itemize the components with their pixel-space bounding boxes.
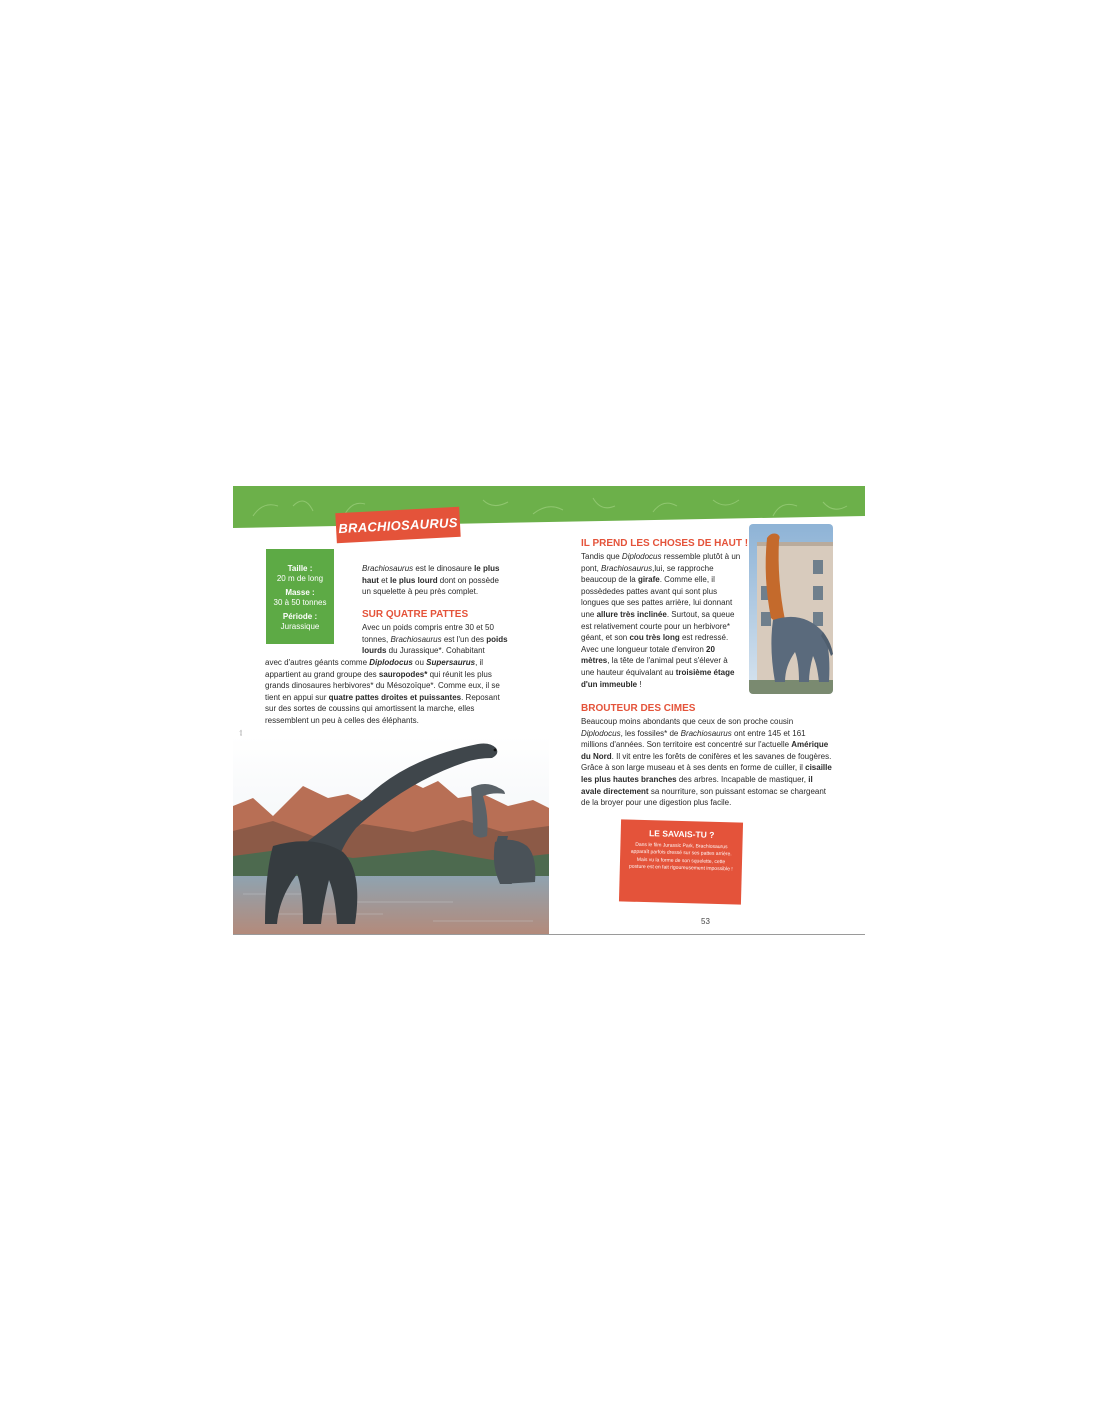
page-number: 53 — [701, 917, 710, 926]
intro-paragraph: Brachiosaurus est le dinosaure le plus haut et le plus lourd dont on possède un squelette à peu près complet. — [362, 564, 500, 597]
header-banner — [233, 486, 865, 528]
fact-value-size: 20 m de long — [276, 574, 324, 583]
fact-label-mass: Masse : — [285, 588, 315, 597]
page-title: BRACHIOSAURUS — [337, 514, 459, 536]
fact-value-period: Jurassique — [280, 622, 320, 631]
section-heading-choses-de-haut: IL PREND LES CHOSES DE HAUT ! — [581, 538, 749, 549]
section3-paragraph: Beaucoup moins abondants que ceux de son proche cousin Diplodocus, les fossiles* de Brachiosaurus ont entre 145 et 161 millions d'années. Son territoire est concentré sur l'actuelle Amérique du Nord. Il vit entre les forêts de conifères et les savanes de fougères. Grâce à son large museau et à ses dents en forme de cuiller, il cisaille les plus hautes branches des arbres. Incapable de mastiquer, il avale directement sa nourriture, son puissant estomac se chargeant de la broyer pour une digestion plus facile. — [581, 717, 832, 808]
section-heading-quatre-pattes: SUR QUATRE PATTES — [362, 609, 469, 620]
bottom-rule — [233, 934, 865, 935]
section2-paragraph: Tandis que Diplodocus ressemble plutôt à un pont, Brachiosaurus,lui, se rapproche beaucoup de la girafe. Comme elle, il possèdedes pattes avant qui sont plus longues que ses pattes arrière, lui donnant une allure très inclinée. Surtout, sa queue est relativement courte pour un herbivore* géant, et son cou très long est redressé. Avec une longueur totale d'environ 20 mètres, la tête de l'animal peut s'élever à une hauteur équivalant au troisième étage d'un immeuble ! — [581, 552, 741, 689]
did-you-know-body: Dans le film Jurassic Park, Brachiosaurus apparaît parfois dressé sur ses pattes arrière. Mais vu la forme de son squelette, cette posture est en fait rigoureusement impossible ! — [628, 841, 733, 873]
section-heading-brouteur: BROUTEUR DES CIMES — [581, 703, 696, 714]
fact-label-period: Période : — [282, 612, 318, 621]
brachiosaurus-lake-illustration — [233, 736, 549, 935]
brachiosaurus-building-illustration — [749, 524, 833, 694]
did-you-know-box — [619, 819, 743, 904]
book-spread — [233, 486, 865, 935]
fact-label-size: Taille : — [287, 564, 313, 573]
facts-box — [266, 549, 334, 644]
section1-paragraph-b: avec d'autres géants comme Diplodocus ou Supersaurus, il appartient au grand groupe des sauropodes* qui réunit les plus grands dinosaures herbivores* du Mésozoïque*. Comme eux, il se tient en appui sur quatre pattes droites et puissantes. Reposant sur des sortes de coussins qui amortissent la marche, elles ressemblent un peu à celles des éléphants. — [265, 658, 500, 725]
fact-value-mass: 30 à 50 tonnes — [273, 598, 327, 607]
section1-paragraph-a: Avec un poids compris entre 30 et 50 tonnes, Brachiosaurus est l'un des poids lourds du Jurassique*. Cohabitant — [362, 623, 508, 656]
did-you-know-title: LE SAVAIS-TU ? — [648, 828, 715, 840]
title-tag — [335, 507, 460, 543]
leaf-pattern-icon — [233, 486, 865, 528]
